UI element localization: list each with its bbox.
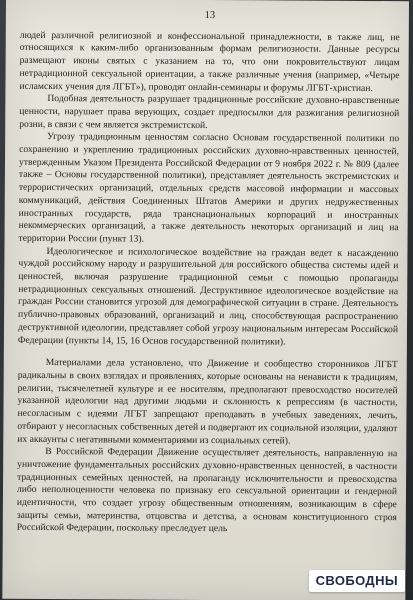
paragraph-5: Материалами дела установлено, что Движение и сообщество сторонников ЛГБТ радикальны в своих взглядах и проявлениях, которые основаны на ненависти к традициям, религии, тысячелетней культуре и ее носителям, предполагают превосходство носителей указанной идеологии над другими людьми и склонность к репрессиям (в частности, несогласным с идеями ЛГБТ запрещают преподавать в учебных заведениях, лечить, отбирают у несогласных собственных детей и подвергают их социальной изоляции, удаляют их аккаунты с негативными комментариями из социальных сетей). xyxy=(17,357,398,447)
document-page xyxy=(2,0,409,600)
paragraph-4: Идеологическое и психологическое воздействие на граждан ведет к насаждению чуждой российскому народу и разрушительной для российского общества системы идей и ценностей, включая разрушение традиционной семьи с помощью пропаганды нетрадиционных сексуальных отношений. Деструктивное идеологическое воздействие на граждан России становится угрозой для демографической ситуации в стране. Деятельность публично-правовых образований, организаций и лиц, способствующая распространению деструктивной идеологии, представляет собой угрозу национальным интересам Российской Федерации (пункты 14, 15, 16 Основ государственной политики). xyxy=(17,245,399,348)
paragraph-6: В Российской Федерации Движение осуществляет деятельность, направленную на уничтожение фундаментальных российских духовно-нравственных ценностей, в частности традиционных семейных ценностей, на пропаганду исключительности и превосходства либо неполноценности человека по признаку его сексуальной ориентации и гендерной идентичности, что создает угрозу общественным отношениям, возникающим в сфере защиты семьи, материнства, отцовства и детства, а основам конституционного строя Российской Федерации, поскольку преследует цель xyxy=(16,446,398,535)
paragraph-3: Угрозу традиционным ценностям согласно Основам государственной политики по сохранению и укреплению традиционных российских духовно-нравственных ценностей, утвержденным Указом Президента Российской Федерации от 9 ноября 2022 г. № 809 (далее также – Основы государственной политики), представляет деятельность экстремистских и террористических организаций, отдельных средств массовой информации и массовых коммуникаций, действия Соединенных Штатов Америки и других недружественных иностранных государств, ряда транснациональных корпораций и иностранных некоммерческих организаций, а также деятельность некоторых организаций и лиц на территории России (пункт 13). xyxy=(18,131,400,245)
page-number: 13 xyxy=(204,9,216,22)
page-content xyxy=(17,5,400,537)
paragraph-1: людей различной религиозной и конфессиональной принадлежности, в также лиц, не относящихся к каким-либо организованным формам религиозности. Данные ресурсы размещают иконы святых с указанием на то, что они покровительствуют лицам нетрадиционной сексуальной ориентации, а также различные учения (например, «Четыре исламских учения для ЛГБТ»), проводят онлайн-семинары и форумы ЛГБТ-христиан. xyxy=(19,29,400,94)
paragraph-2: Подобная деятельность разрушает традиционные российские духовно-нравственные ценности, нарушает права верующих, создает предпосылки для разжигания религиозной розни, в связи с чем является экстремистской. xyxy=(19,93,400,131)
publisher-watermark: СВОБОДНЫ xyxy=(309,570,405,592)
